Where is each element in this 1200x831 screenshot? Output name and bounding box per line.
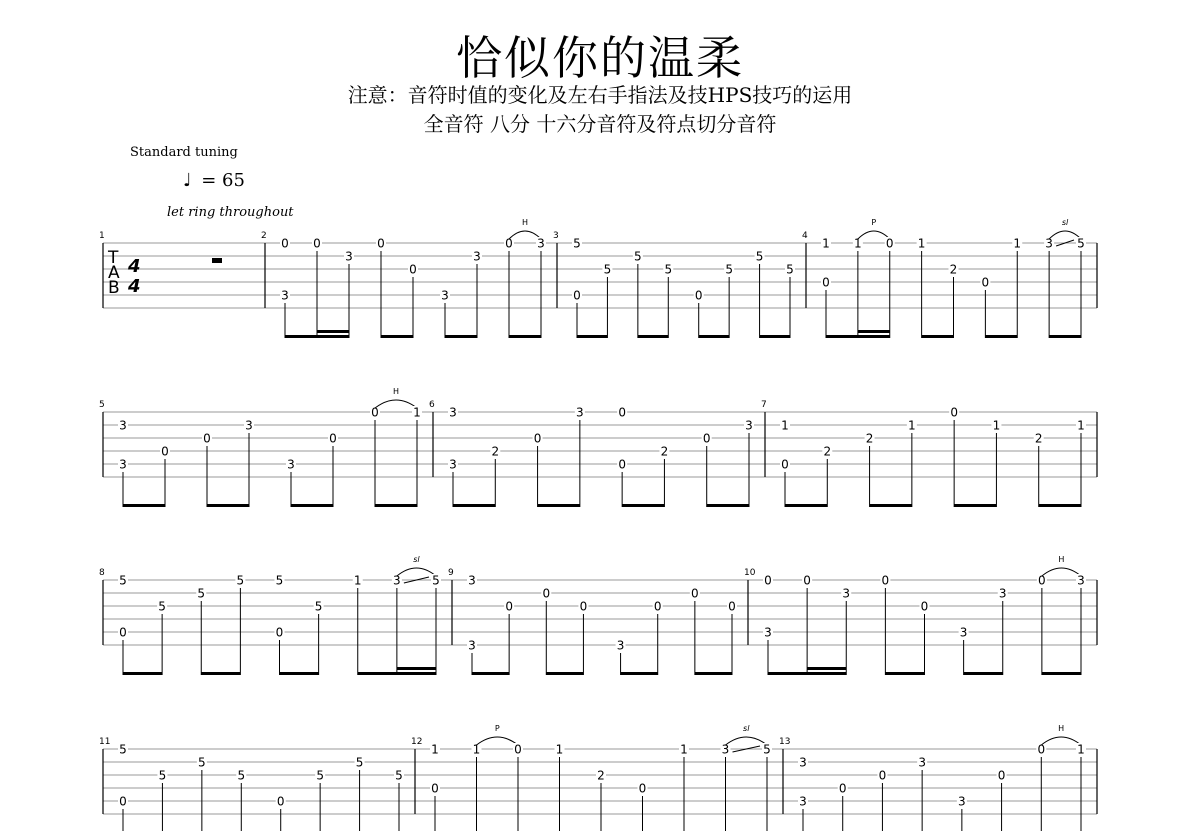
fret-number: 3 <box>473 249 481 264</box>
fret-number: 1 <box>917 236 926 251</box>
technique-label: sl <box>743 724 750 733</box>
beam <box>381 335 413 338</box>
beam <box>638 335 668 338</box>
fret-number: 3 <box>468 573 476 588</box>
fret-number: 5 <box>763 742 771 757</box>
beam <box>1042 672 1081 675</box>
beam <box>707 504 749 507</box>
note-line-1: 注意：音符时值的变化及左右手指法及技HPS技巧的运用 <box>347 83 853 107</box>
technique-label: H <box>521 218 529 227</box>
technique-arc <box>1041 737 1081 745</box>
beam <box>358 672 436 675</box>
fret-number: 3 <box>721 742 730 757</box>
fret-number: 2 <box>491 444 500 459</box>
beam <box>375 504 417 507</box>
measure-number: 8 <box>99 568 105 578</box>
beam <box>472 672 509 675</box>
fret-number: 1 <box>1077 742 1085 757</box>
fret-number: 0 <box>838 781 847 796</box>
fret-number: 5 <box>197 586 206 601</box>
technique-label: H <box>392 387 400 396</box>
fret-number: 3 <box>745 418 753 433</box>
measure-number: 11 <box>99 737 111 747</box>
fret-number: 2 <box>949 262 958 277</box>
fret-number: 3 <box>998 586 1007 601</box>
fret-number: 5 <box>119 573 127 588</box>
fret-number: 3 <box>393 573 401 588</box>
fret-number: 1 <box>908 418 916 433</box>
fret-number: 0 <box>728 599 736 614</box>
fret-number: 0 <box>431 781 439 796</box>
beam <box>453 504 495 507</box>
beam <box>509 335 541 338</box>
fret-number: 5 <box>158 768 167 783</box>
fret-number: 0 <box>950 405 958 420</box>
measure-number: 5 <box>99 400 105 410</box>
beam <box>285 335 349 338</box>
fret-number: 5 <box>786 262 794 277</box>
fret-number: 5 <box>432 573 440 588</box>
beam <box>445 335 477 338</box>
fret-number: 0 <box>885 236 894 251</box>
measure-number: 4 <box>802 231 808 241</box>
fret-number: 5 <box>725 262 733 277</box>
fret-number: 1 <box>472 742 481 757</box>
fret-number: 3 <box>842 586 851 601</box>
technique-arc <box>477 737 519 745</box>
quarter-note-icon: ♩ <box>183 170 192 191</box>
fret-number: 0 <box>1038 573 1046 588</box>
technique-arc <box>397 568 436 576</box>
fret-number: 0 <box>203 431 211 446</box>
fret-number: 0 <box>822 275 830 290</box>
fret-number: 0 <box>505 236 513 251</box>
fret-number: 5 <box>355 755 364 770</box>
beam <box>826 335 890 338</box>
fret-number: 5 <box>573 236 581 251</box>
fret-number: 0 <box>618 405 626 420</box>
fret-number: 3 <box>799 794 807 809</box>
measure-number: 3 <box>553 231 559 241</box>
technique-arc <box>1042 568 1081 576</box>
beam <box>123 672 162 675</box>
fret-number: 5 <box>316 768 324 783</box>
fret-number: 2 <box>823 444 832 459</box>
fret-number: 0 <box>764 573 772 588</box>
fret-number: 2 <box>1034 431 1043 446</box>
fret-number: 0 <box>981 275 990 290</box>
fret-number: 1 <box>555 742 564 757</box>
fret-number: 5 <box>314 599 323 614</box>
fret-number: 3 <box>616 638 625 653</box>
fret-number: 3 <box>287 457 295 472</box>
fret-number: 0 <box>781 457 789 472</box>
fret-number: 0 <box>514 742 522 757</box>
beam <box>760 335 790 338</box>
fret-number: 0 <box>533 431 542 446</box>
beam <box>695 672 732 675</box>
measure-number: 9 <box>448 568 454 578</box>
fret-number: 0 <box>638 781 647 796</box>
beam <box>1039 504 1081 507</box>
whole-rest-icon <box>212 258 222 263</box>
fret-number: 5 <box>119 742 127 757</box>
fret-number: 3 <box>119 457 127 472</box>
beam-16th <box>317 330 349 333</box>
beam <box>922 335 954 338</box>
beam <box>622 504 664 507</box>
beam <box>954 504 996 507</box>
technique-label: P <box>871 218 877 227</box>
fret-number: 0 <box>409 262 417 277</box>
technique-label: P <box>494 724 500 733</box>
fret-number: 0 <box>329 431 337 446</box>
song-title: 恰似你的温柔 <box>456 31 744 85</box>
fret-number: 3 <box>449 457 457 472</box>
technique-label: sl <box>413 555 420 564</box>
technique-label: sl <box>1061 218 1069 227</box>
fret-number: 3 <box>958 794 966 809</box>
fret-number: 0 <box>803 573 811 588</box>
performance-direction: let ring throughout <box>167 205 294 220</box>
fret-number: 1 <box>1013 236 1022 251</box>
measure-number: 1 <box>99 231 105 241</box>
fret-number: 3 <box>799 755 807 770</box>
beam <box>201 672 240 675</box>
fret-number: 0 <box>702 431 711 446</box>
technique-arc <box>375 400 417 408</box>
measure-number: 7 <box>761 400 767 410</box>
beam <box>885 672 924 675</box>
fret-number: 0 <box>119 794 127 809</box>
beam <box>1049 335 1081 338</box>
beam <box>207 504 249 507</box>
fret-number: 1 <box>992 418 1001 433</box>
fret-number: 0 <box>878 768 887 783</box>
fret-number: 3 <box>468 638 476 653</box>
fret-number: 2 <box>660 444 669 459</box>
fret-number: 1 <box>353 573 362 588</box>
measure-number: 10 <box>744 568 756 578</box>
fret-number: 0 <box>371 405 379 420</box>
tab-system <box>99 387 1097 507</box>
fret-number: 1 <box>854 236 862 251</box>
fret-number: 5 <box>198 755 206 770</box>
fret-number: 0 <box>119 625 127 640</box>
fret-number: 0 <box>542 586 551 601</box>
fret-number: 0 <box>505 599 513 614</box>
fret-number: 5 <box>275 573 284 588</box>
beam-16th <box>807 667 846 670</box>
beam <box>546 672 583 675</box>
beam-16th <box>397 667 436 670</box>
fret-number: 0 <box>377 236 385 251</box>
tab-system <box>99 218 1097 338</box>
fret-number: 3 <box>449 405 457 420</box>
fret-number: 3 <box>345 249 353 264</box>
fret-number: 0 <box>618 457 626 472</box>
tab-clef-letter: B <box>108 278 120 298</box>
fret-number: 5 <box>603 262 612 277</box>
fret-number: 0 <box>579 599 588 614</box>
beam-16th <box>858 330 890 333</box>
fret-number: 5 <box>395 768 403 783</box>
beam <box>280 672 319 675</box>
tab-clef-letter: T <box>108 248 119 268</box>
fret-number: 2 <box>865 431 874 446</box>
fret-number: 3 <box>245 418 253 433</box>
fret-number: 5 <box>236 573 245 588</box>
tab-clef-letter: A <box>108 263 120 283</box>
fret-number: 0 <box>281 236 289 251</box>
fret-number: 0 <box>1037 742 1046 757</box>
tab-system <box>99 555 1097 675</box>
fret-number: 5 <box>634 249 642 264</box>
fret-number: 3 <box>537 236 545 251</box>
tempo-value: = 65 <box>201 170 245 191</box>
fret-number: 0 <box>313 236 321 251</box>
beam <box>768 672 846 675</box>
fret-number: 3 <box>1045 236 1053 251</box>
beam <box>699 335 729 338</box>
fret-number: 1 <box>1077 418 1085 433</box>
fret-number: 0 <box>881 573 890 588</box>
fret-number: 0 <box>997 768 1006 783</box>
fret-number: 5 <box>1077 236 1085 251</box>
fret-number: 0 <box>694 288 703 303</box>
beam <box>621 672 658 675</box>
fret-number: 3 <box>918 755 926 770</box>
tuning-label: Standard tuning <box>130 145 238 160</box>
beam <box>538 504 580 507</box>
time-signature-top: 4 <box>128 256 141 277</box>
fret-number: 1 <box>781 418 789 433</box>
measure-number: 2 <box>261 231 267 241</box>
fret-number: 1 <box>822 236 830 251</box>
beam <box>577 335 607 338</box>
note-line-2: 全音符 八分 十六分音符及符点切分音符 <box>423 112 777 136</box>
beam <box>870 504 912 507</box>
fret-number: 0 <box>275 625 284 640</box>
fret-number: 5 <box>664 262 673 277</box>
fret-number: 2 <box>597 768 605 783</box>
beam <box>291 504 333 507</box>
fret-number: 3 <box>119 418 127 433</box>
fret-number: 3 <box>959 625 968 640</box>
fret-number: 1 <box>680 742 688 757</box>
beam <box>985 335 1017 338</box>
fret-number: 3 <box>281 288 289 303</box>
technique-label: H <box>1058 724 1065 733</box>
fret-number: 0 <box>691 586 699 601</box>
time-signature-bottom: 4 <box>128 276 141 297</box>
measure-number: 13 <box>779 737 791 747</box>
fret-number: 5 <box>158 599 166 614</box>
beam <box>123 504 165 507</box>
fret-number: 3 <box>1077 573 1085 588</box>
fret-number: 5 <box>237 768 246 783</box>
fret-number: 0 <box>653 599 662 614</box>
fret-number: 0 <box>161 444 169 459</box>
tab-system <box>99 724 1097 831</box>
technique-arc <box>726 737 768 745</box>
fret-number: 1 <box>413 405 421 420</box>
fret-number: 3 <box>576 405 584 420</box>
fret-number: 3 <box>441 288 449 303</box>
beam <box>964 672 1003 675</box>
fret-number: 5 <box>755 249 764 264</box>
technique-label: H <box>1058 555 1065 564</box>
fret-number: 0 <box>920 599 929 614</box>
beam <box>785 504 827 507</box>
fret-number: 0 <box>573 288 581 303</box>
measure-number: 12 <box>411 737 423 747</box>
fret-number: 1 <box>431 742 439 757</box>
measure-number: 6 <box>429 400 435 410</box>
fret-number: 0 <box>276 794 285 809</box>
fret-number: 3 <box>764 625 772 640</box>
